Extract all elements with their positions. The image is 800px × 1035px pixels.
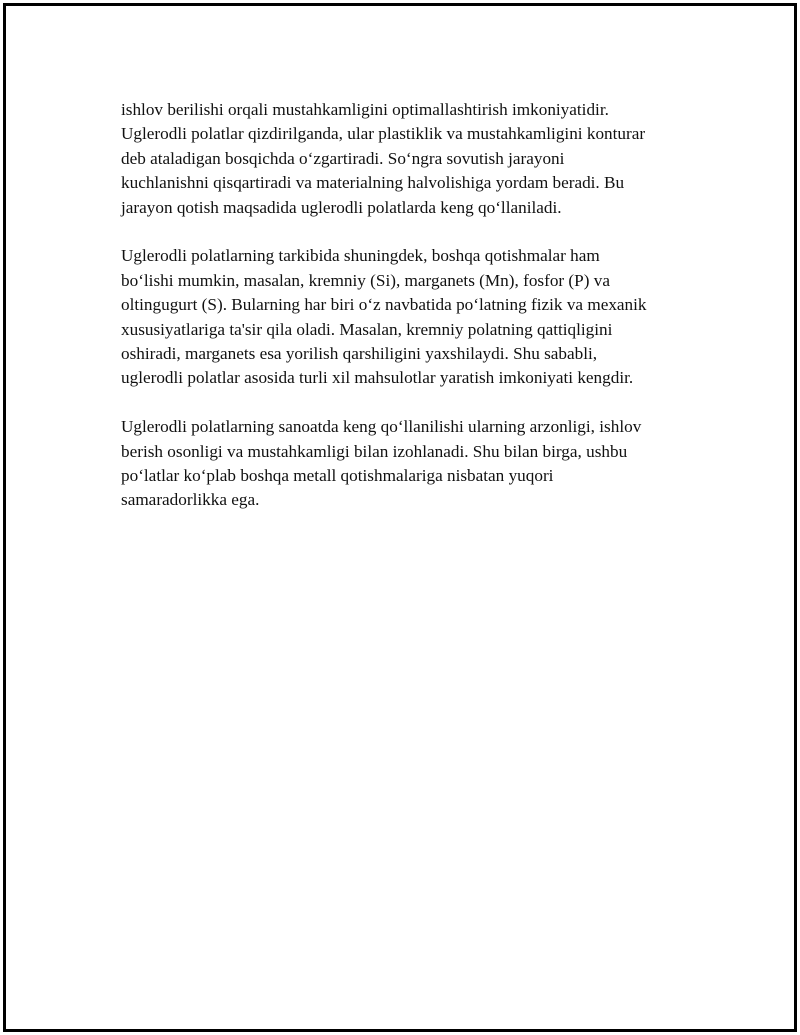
document-body xyxy=(121,98,711,537)
text-line: ishlov berilishi orqali mustahkamligini optimallashtirish imkoniyatidir. xyxy=(121,100,609,119)
text-line: kuchlanishni qisqartiradi va materialning halvolishiga yordam beradi. Bu xyxy=(121,173,625,193)
paragraph-2 xyxy=(121,244,711,390)
text-line: jarayon qotish maqsadida uglerodli polatlarda keng qo‘llaniladi. xyxy=(121,197,562,217)
text-line: po‘latlar ko‘plab boshqa metall qotishmalariga nisbatan yuqori xyxy=(121,466,554,486)
paragraph-1 xyxy=(121,98,711,220)
text-line: bo‘lishi mumkin, masalan, kremniy (Si), marganets (Mn), fosfor (P) va xyxy=(121,270,610,290)
page-border xyxy=(3,3,797,1032)
text-line: deb ataladigan bosqichda o‘zgartiradi. So‘ngra sovutish jarayoni xyxy=(121,148,565,168)
text-line: uglerodli polatlar asosida turli xil mahsulotlar yaratish imkoniyati kengdir. xyxy=(121,368,634,388)
paragraph-3 xyxy=(121,415,711,513)
text-line: samaradorlikka ega. xyxy=(121,490,260,510)
text-line: oltingugurt (S). Bularning har biri o‘z navbatida po‘latning fizik va mexanik xyxy=(121,295,647,315)
text-line: Uglerodli polatlarning sanoatda keng qo‘llanilishi ularning arzonligi, ishlov xyxy=(121,417,642,437)
text-line: xususiyatlariga ta'sir qila oladi. Masalan, kremniy polatning qattiqligini xyxy=(121,319,613,339)
text-line: Uglerodli polatlarning tarkibida shuningdek, boshqa qotishmalar ham xyxy=(121,246,600,266)
text-line: oshiradi, marganets esa yorilish qarshiligini yaxshilaydi. Shu sababli, xyxy=(121,344,598,364)
text-line: berish osonligi va mustahkamligi bilan izohlanadi. Shu bilan birga, ushbu xyxy=(121,441,628,461)
text-line: Uglerodli polatlar qizdirilganda, ular plastiklik va mustahkamligini konturar xyxy=(121,124,646,144)
